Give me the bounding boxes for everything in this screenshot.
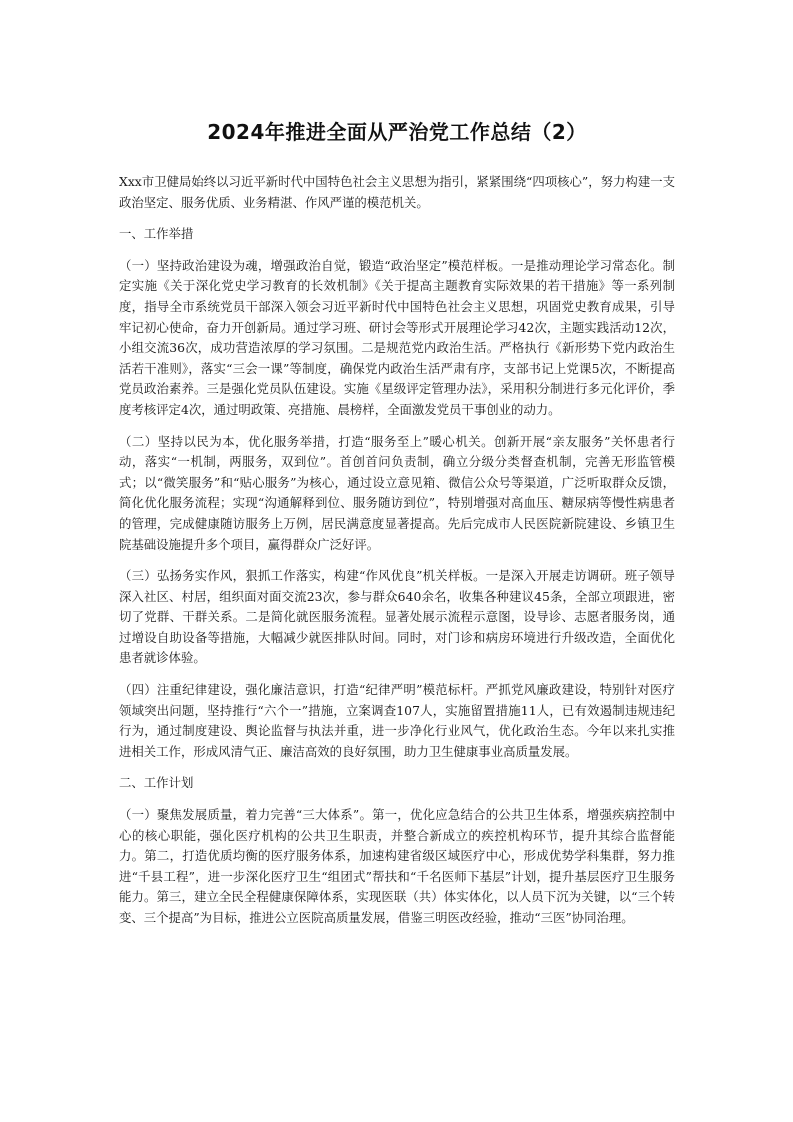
document-page — [119, 118, 675, 940]
measure-paragraph-3: （三）弘扬务实作风，狠抓工作落实，构建“作风优良”机关样板。一是深入开展走访调研。班子领导深入社区、村居，组织面对面交流23次，参与群众640余名，收集各种建议45条，全部立项跟进，密切了党群、干群关系。二是简化就医服务流程。显著处展示流程示意图，设导诊、志愿者服务岗，通过增设自助设备等措施，大幅减少就医排队时间。同时，对门诊和病房环境进行升级改造，全面优化患者就诊体验。 — [119, 568, 675, 666]
intro-paragraph: Xxx市卫健局始终以习近平新时代中国特色社会主义思想为指引，紧紧围绕“四项核心”，努力构建一支政治坚定、服务优质、业务精湛、作风严谨的模范机关。 — [119, 174, 675, 210]
document-title: 2024年推进全面从严治党工作总结（2） — [207, 120, 587, 144]
section-heading-measures: 一、工作举措 — [119, 226, 194, 242]
measure-paragraph-1: （一）坚持政治建设为魂，增强政治自觉，锻造“政治坚定”模范样板。一是推动理论学习常态化。制定实施《关于深化党史学习教育的长效机制》《关于提高主题教育实际效果的若干措施》等一系列制度，指导全市系统党员干部深入领会习近平新时代中国特色社会主义思想，巩固党史教育成果，引导牢记初心使命，奋力开创新局。通过学习班、研讨会等形式开展理论学习42次，主题实践活动12次，小组交流36次，成功营造浓厚的学习氛围。二是规范党内政治生活。严格执行《新形势下党内政治生活若干准则》，落实“三会一课”等制度，确保党内政治生活严肃有序，支部书记上党课5次，不断提高党员政治素养。三是强化党员队伍建设。实施《星级评定管理办法》，采用积分制进行多元化评价，季度考核评定4次，通过明政策、亮措施、晨榜样，全面激发党员干事创业的动力。 — [119, 257, 675, 417]
section-heading-plan: 二、工作计划 — [119, 775, 194, 791]
measure-paragraph-2: （二）坚持以民为本，优化服务举措，打造“服务至上”暖心机关。创新开展“亲友服务”关怀患者行动，落实“一机制，两服务，双到位”。首创首问负责制，确立分级分类督查机制，完善无形监管模式；以“微笑服务”和“贴心服务”为核心，通过设立意见箱、微信公众号等渠道，广泛听取群众反馈，简化优化服务流程；实现“沟通解释到位、服务随访到位”，特别增强对高血压、糖尿病等慢性病患者的管理，完成健康随访服务上万例，居民满意度显著提高。先后完成市人民医院新院建设、乡镇卫生院基础设施提升多个项目，赢得群众广泛好评。 — [119, 433, 675, 552]
measure-paragraph-4: （四）注重纪律建设，强化廉洁意识，打造“纪律严明”模范标杆。严抓党风廉政建设，特别针对医疗领域突出问题，坚持推行“六个一”措施，立案调查107人，实施留置措施11人，已有效遏制违规违纪行为，通过制度建设、舆论监督与执法并重，进一步净化行业风气，优化政治生态。今年以来扎实推进相关工作，形成风清气正、廉洁高效的良好氛围，助力卫生健康事业高质量发展。 — [119, 682, 675, 759]
plan-paragraph-1: （一）聚焦发展质量，着力完善“三大体系”。第一，优化应急结合的公共卫生体系，增强疾病控制中心的核心职能，强化医疗机构的公共卫生职责，并整合新成立的疾控机构环节，提升其综合监督能力。第二，打造优质均衡的医疗服务体系，加速构建省级区域医疗中心，形成优势学科集群，努力推进“千县工程”，进一步深化医疗卫生“组团式”帮扶和“千名医师下基层”计划，提升基层医疗卫生服务能力。第三，建立全民全程健康保障体系，实现医联（共）体实体化，以人员下沉为关键，以“三个转变、三个提高”为目标，推进公立医院高质量发展，借鉴三明医改经验，推动“三医”协同治理。 — [119, 807, 675, 925]
